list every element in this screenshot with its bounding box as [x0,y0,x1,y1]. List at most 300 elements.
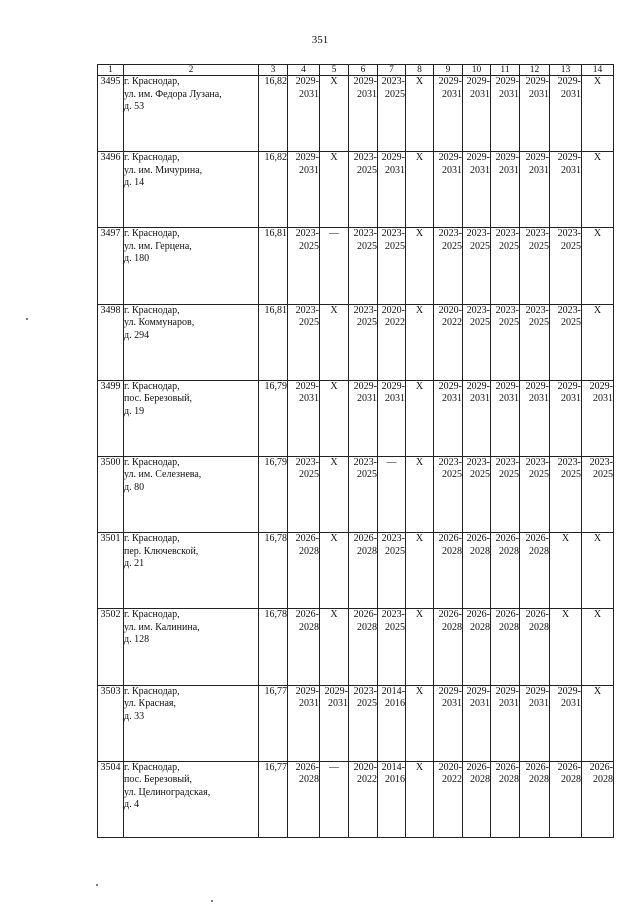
period-cell [520,533,550,609]
address-line: пер. Ключевской, [124,545,199,557]
row-number: 3498 [98,304,124,380]
period-cell [491,304,520,380]
period-part: 2025 [299,469,319,481]
period-cell [349,609,378,685]
period-cell [434,761,463,837]
column-header-3: 3 [259,65,288,76]
period-cell [349,685,378,761]
period-part: 2026- [353,609,377,621]
address-line: г. Краснодар, [124,152,180,164]
period-cell [463,609,491,685]
address-line: ул. им. Федора Лузана, [124,88,222,100]
address-cell [124,76,259,152]
period-part: 2031 [470,164,490,176]
period-cell [378,76,406,152]
mark-cell: — [320,228,349,304]
period-cell [434,609,463,685]
period-cell [491,456,520,532]
mark-cell: X [320,609,349,685]
period-cell [582,380,614,456]
row-number: 3502 [98,609,124,685]
period-part: 2029- [466,380,490,392]
row-number: 3500 [98,456,124,532]
mark-cell: X [406,152,434,228]
address-line: д. 53 [124,101,145,112]
period-part: 2023- [495,228,519,240]
period-cell [520,152,550,228]
period-cell [434,76,463,152]
period-part: 2029- [525,380,549,392]
period-part: 2023- [438,456,462,468]
table-row [98,304,614,380]
period-part: 2025 [529,240,549,252]
period-part: 2025 [499,469,519,481]
period-part: 2020- [353,761,377,773]
column-header-4: 4 [288,65,320,76]
period-part: 2023- [295,228,319,240]
period-part: 2020- [438,761,462,773]
column-header-9: 9 [434,65,463,76]
period-part: 2022 [442,774,462,786]
period-part: 2026- [353,533,377,545]
scan-speck [96,884,98,886]
address-line: г. Краснодар, [124,380,180,392]
period-cell [349,228,378,304]
period-cell [378,761,406,837]
period-part: 2023- [557,456,581,468]
period-part: 2028 [499,621,519,633]
period-part: 2026- [295,533,319,545]
period-part: 2029- [438,685,462,697]
period-part: 2025 [529,469,549,481]
area-cell: 16,81 [259,228,288,304]
period-part: 2026- [295,609,319,621]
period-part: 2029- [466,685,490,697]
period-part: 2028 [299,774,319,786]
table-body [98,76,614,838]
period-part: 2026- [466,533,490,545]
period-part: 2031 [442,164,462,176]
period-part: 2023- [495,304,519,316]
period-cell [491,380,520,456]
column-header-7: 7 [378,65,406,76]
period-part: 2031 [299,88,319,100]
period-part: 2031 [442,393,462,405]
period-cell [288,152,320,228]
period-part: 2028 [529,774,549,786]
period-part: 2029- [381,152,405,164]
period-part: 2023- [353,456,377,468]
period-part: 2026- [438,533,462,545]
period-part: 2023- [525,304,549,316]
period-part: 2029- [495,76,519,87]
period-part: 2028 [499,545,519,557]
period-part: 2026- [495,609,519,621]
address-line: г. Краснодар, [124,228,180,240]
period-cell [520,609,550,685]
period-cell [463,685,491,761]
address-line: г. Краснодар, [124,761,180,773]
register-table [97,64,614,838]
mark-cell: X [406,228,434,304]
period-cell [349,304,378,380]
period-cell [288,456,320,532]
period-part: 2028 [561,774,581,786]
address-cell [124,533,259,609]
period-cell [434,152,463,228]
column-header-12: 12 [520,65,550,76]
period-part: 2029- [381,380,405,392]
period-part: 2025 [299,317,319,329]
period-cell [463,228,491,304]
period-cell [378,380,406,456]
period-part: 2023- [381,609,405,621]
period-part: 2029- [295,685,319,697]
period-part: 2028 [442,545,462,557]
address-line: г. Краснодар, [124,685,180,697]
period-part: 2029- [438,380,462,392]
mark-cell: X [406,685,434,761]
period-part: 2025 [442,469,462,481]
period-cell [550,76,582,152]
period-part: 2022 [442,317,462,329]
period-part: 2031 [499,88,519,100]
table-row [98,380,614,456]
period-part: 2026- [589,761,613,773]
area-cell: 16,82 [259,76,288,152]
period-part: 2028 [529,545,549,557]
period-part: 2028 [470,545,490,557]
period-cell [520,304,550,380]
period-cell [288,685,320,761]
period-cell [288,761,320,837]
period-cell [349,761,378,837]
address-line: г. Краснодар, [124,609,180,621]
period-part: 2031 [299,164,319,176]
mark-cell: X [582,533,614,609]
address-cell [124,456,259,532]
period-part: 2016 [385,774,405,786]
period-part: 2025 [357,469,377,481]
period-part: 2025 [442,240,462,252]
column-header-10: 10 [463,65,491,76]
period-cell [520,685,550,761]
period-part: 2026- [525,533,549,545]
period-part: 2028 [357,545,377,557]
mark-cell: X [406,456,434,532]
period-cell [463,304,491,380]
period-cell [320,685,349,761]
address-line: д. 4 [124,799,140,811]
area-cell: 16,77 [259,685,288,761]
period-part: 2031 [561,393,581,405]
period-part: 2031 [385,393,405,405]
period-cell [349,533,378,609]
period-cell [434,228,463,304]
column-header-13: 13 [550,65,582,76]
table-row [98,761,614,837]
period-part: 2026- [466,761,490,773]
period-cell [378,228,406,304]
mark-cell: X [582,152,614,228]
period-part: 2025 [357,698,377,709]
period-part: 2031 [470,88,490,100]
period-part: 2031 [529,164,549,176]
mark-cell: — [378,456,406,532]
period-part: 2031 [499,698,519,709]
address-line: г. Краснодар, [124,76,180,87]
period-part: 2023- [381,533,405,545]
period-part: 2023- [381,76,405,87]
area-cell: 16,82 [259,152,288,228]
period-cell [520,76,550,152]
column-header-6: 6 [349,65,378,76]
period-part: 2029- [495,685,519,697]
period-part: 2031 [442,88,462,100]
address-line: д. 294 [124,329,150,341]
period-part: 2023- [557,304,581,316]
period-part: 2028 [299,545,319,557]
area-cell: 16,78 [259,609,288,685]
period-part: 2029- [353,380,377,392]
address-cell [124,304,259,380]
table-row [98,228,614,304]
table-row [98,76,614,152]
mark-cell: X [582,228,614,304]
period-cell [582,456,614,532]
period-cell [288,533,320,609]
period-part: 2026- [557,761,581,773]
row-number: 3497 [98,228,124,304]
period-part: 2031 [328,698,348,709]
period-part: 2025 [357,240,377,252]
area-cell: 16,78 [259,533,288,609]
period-cell [550,761,582,837]
period-part: 2031 [470,698,490,709]
mark-cell: X [406,380,434,456]
period-part: 2023- [353,152,377,164]
mark-cell: X [320,152,349,228]
address-line: ул. Целиноградская, [124,786,211,798]
address-cell [124,685,259,761]
period-part: 2028 [529,621,549,633]
address-line: ул. им. Калинина, [124,621,200,633]
mark-cell: X [406,304,434,380]
period-part: 2031 [299,698,319,709]
period-cell [349,76,378,152]
scan-speck [26,318,28,320]
row-number: 3499 [98,380,124,456]
period-cell [434,380,463,456]
period-part: 2025 [499,317,519,329]
address-line: д. 33 [124,710,145,722]
period-cell [378,609,406,685]
mark-cell: X [406,76,434,152]
address-cell [124,761,259,837]
period-cell [378,533,406,609]
column-header-1: 1 [98,65,124,76]
period-part: 2014- [381,685,405,697]
address-cell [124,228,259,304]
period-part: 2031 [357,88,377,100]
period-part: 2023- [353,685,377,697]
period-part: 2031 [561,88,581,100]
period-part: 2025 [299,240,319,252]
period-part: 2025 [385,88,405,100]
period-cell [349,152,378,228]
period-part: 2016 [385,698,405,709]
address-cell [124,380,259,456]
period-cell [288,304,320,380]
period-part: 2029- [438,76,462,87]
period-part: 2025 [470,240,490,252]
period-part: 2028 [357,621,377,633]
period-cell [463,533,491,609]
period-part: 2029- [525,76,549,87]
period-part: 2025 [470,469,490,481]
table-row [98,456,614,532]
period-part: 2031 [529,88,549,100]
period-part: 2025 [385,545,405,557]
period-part: 2023- [466,456,490,468]
period-part: 2014- [381,761,405,773]
period-part: 2029- [353,76,377,87]
mark-cell: X [320,304,349,380]
row-number: 3503 [98,685,124,761]
mark-cell: X [582,76,614,152]
row-number: 3495 [98,76,124,152]
period-part: 2026- [466,609,490,621]
period-part: 2029- [466,76,490,87]
address-line: ул. Красная, [124,698,176,709]
column-header-2: 2 [124,65,259,76]
period-cell [434,685,463,761]
period-part: 2023- [495,456,519,468]
period-part: 2031 [299,393,319,405]
period-part: 2023- [525,456,549,468]
period-part: 2031 [499,393,519,405]
address-line: ул. им. Герцена, [124,240,192,252]
address-line: ул. им. Селезнева, [124,469,202,481]
period-cell [520,456,550,532]
period-cell [434,533,463,609]
address-line: г. Краснодар, [124,456,180,468]
mark-cell: X [582,685,614,761]
period-cell [550,685,582,761]
period-part: 2031 [561,164,581,176]
period-cell [550,380,582,456]
period-cell [378,152,406,228]
mark-cell: X [320,76,349,152]
period-part: 2031 [357,393,377,405]
period-part: 2029- [438,152,462,164]
table-row [98,609,614,685]
period-part: 2029- [557,685,581,697]
column-header-8: 8 [406,65,434,76]
period-part: 2029- [495,152,519,164]
page-number: 351 [311,34,329,46]
mark-cell: X [320,380,349,456]
mark-cell: X [582,304,614,380]
column-header-14: 14 [582,65,614,76]
period-cell [463,380,491,456]
period-part: 2028 [593,774,613,786]
period-cell [378,685,406,761]
period-part: 2023- [466,228,490,240]
period-part: 2025 [385,240,405,252]
period-part: 2023- [381,228,405,240]
row-number: 3504 [98,761,124,837]
address-cell [124,609,259,685]
period-part: 2025 [470,317,490,329]
address-line: ул. Коммунаров, [124,317,195,329]
period-part: 2028 [470,774,490,786]
period-part: 2023- [295,304,319,316]
period-part: 2029- [495,380,519,392]
table-row [98,533,614,609]
period-cell [349,456,378,532]
period-part: 2022 [357,774,377,786]
period-part: 2025 [499,240,519,252]
period-part: 2023- [353,228,377,240]
period-part: 2031 [499,164,519,176]
period-cell [288,380,320,456]
period-part: 2025 [561,240,581,252]
address-line: г. Краснодар, [124,304,180,316]
period-part: 2023- [557,228,581,240]
address-line: г. Краснодар, [124,533,180,545]
period-part: 2028 [499,774,519,786]
period-part: 2020- [381,304,405,316]
address-cell [124,152,259,228]
period-cell [491,228,520,304]
period-part: 2026- [525,609,549,621]
mark-cell: X [320,456,349,532]
address-line: пос. Березовый, [124,393,192,405]
address-line: д. 180 [124,253,150,265]
period-part: 2025 [357,164,377,176]
period-part: 2029- [589,380,613,392]
period-part: 2025 [357,317,377,329]
period-part: 2025 [561,469,581,481]
column-number-row [98,65,614,76]
period-part: 2023- [353,304,377,316]
period-cell [550,152,582,228]
period-cell [463,456,491,532]
period-part: 2031 [561,698,581,709]
period-part: 2023- [466,304,490,316]
period-cell [520,380,550,456]
period-cell [491,761,520,837]
period-cell [550,456,582,532]
period-cell [491,609,520,685]
area-cell: 16,77 [259,761,288,837]
address-line: д. 21 [124,558,145,570]
period-cell [288,76,320,152]
period-cell [463,76,491,152]
period-part: 2026- [438,609,462,621]
period-part: 2029- [525,685,549,697]
address-line: д. 14 [124,177,145,189]
period-cell [550,228,582,304]
table-row [98,685,614,761]
period-cell [491,152,520,228]
period-part: 2029- [557,380,581,392]
mark-cell: X [406,609,434,685]
address-line: пос. Березовый, [124,774,192,786]
period-part: 2026- [495,761,519,773]
period-part: 2026- [495,533,519,545]
